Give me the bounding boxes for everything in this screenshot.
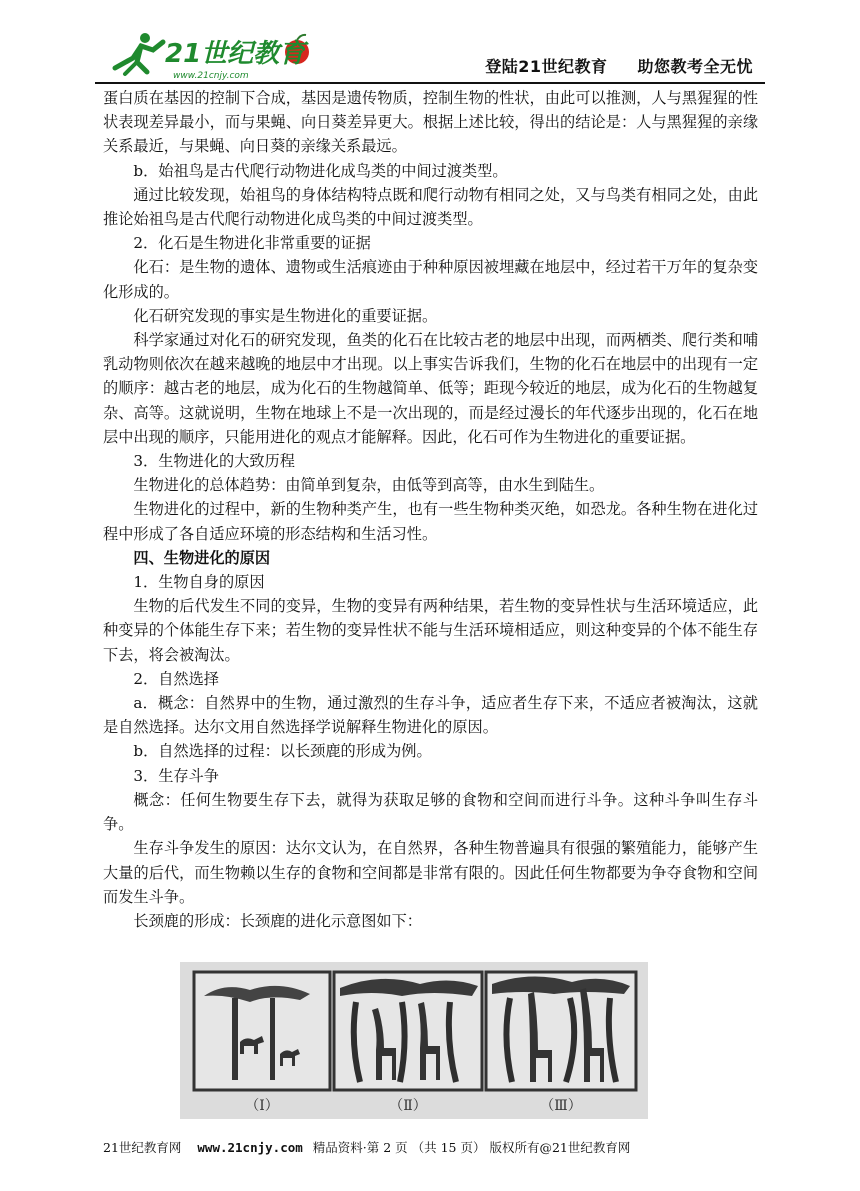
paragraph: 蛋白质在基因的控制下合成，基因是遗传物质，控制生物的性状，由此可以推测，人与黑猩猩的性状表现差异最小，而与果蝇、向日葵差异更大。根据上述比较，得出的结论是：人与黑猩猩的亲缘关系最近，与果蝇、向日葵的亲缘关系最远。 — [103, 89, 758, 156]
header-slogan — [485, 54, 753, 77]
paragraph: 生物的后代发生不同的变异，生物的变异有两种结果，若生物的变异性状与生活环境适应，此种变异的个体能生存下来；若生物的变异性状不能与生活环境相适应，则这种变异的个体不能生存下去，将会被淘汰。 — [103, 597, 758, 664]
slogan-login: 登陆21世纪教育 — [485, 57, 608, 76]
slogan-tagline: 助您教考全无忧 — [637, 57, 753, 76]
chapter-heading: 四、生物进化的原因 — [133, 548, 271, 567]
paragraph: 生物进化的总体趋势：由简单到复杂，由低等到高等，由水生到陆生。 — [133, 476, 605, 495]
paragraph: 化石：是生物的遗体、遗物或生活痕迹由于种种原因被埋藏在地层中，经过若干万年的复杂变化形成的。 — [103, 258, 758, 301]
paragraph: 生存斗争发生的原因：达尔文认为，在自然界，各种生物普遍具有很强的繁殖能力，能够产生大量的后代，而生物赖以生存的食物和空间都是非常有限的。因此任何生物都要为争夺食物和空间而发生斗争。 — [103, 839, 758, 906]
paragraph: 科学家通过对化石的研究发现，鱼类的化石在比较古老的地层中出现，而两栖类、爬行类和哺乳动物则依次在越来越晚的地层中才出现。以上事实告诉我们，生物的化石在地层中的出现有一定的顺序：越古老的地层，成为化石的生物越简单、低等；距现今较近的地层，成为化石的生物越复杂、高等。这就说明，生物在地球上不是一次出现的，而是经过漫长的年代逐步出现的，化石在地层中出现的顺序，只能用进化的观点才能解释。因此，化石可作为生物进化的重要证据。 — [103, 331, 758, 446]
page-footer — [103, 1138, 758, 1156]
paragraph: 通过比较发现，始祖鸟的身体结构特点既和爬行动物有相同之处，又与鸟类有相同之处，由此推论始祖鸟是古代爬行动物进化成鸟类的中间过渡类型。 — [103, 185, 758, 229]
panel-label-1: （Ⅰ） — [245, 1098, 279, 1114]
paragraph: b．自然选择的过程：以长颈鹿的形成为例。 — [133, 742, 432, 761]
section-heading: 3．生存斗争 — [133, 766, 219, 785]
header-divider — [95, 82, 765, 84]
logo-graphic — [107, 28, 317, 82]
section-heading: 1．生物自身的原因 — [133, 573, 265, 592]
section-heading: 2．自然选择 — [133, 669, 219, 688]
document-body — [103, 86, 758, 933]
paragraph: a．概念：自然界中的生物，通过激烈的生存斗争，适应者生存下来，不适应者被淘汰，这就是自然选择。达尔文用自然选择学说解释生物进化的原因。 — [103, 694, 758, 737]
figure-caption-intro: 长颈鹿的形成：长颈鹿的进化示意图如下： — [133, 911, 422, 930]
panel-label-2: （Ⅱ） — [389, 1098, 427, 1114]
svg-text:21世纪教育: 21世纪教育 — [165, 39, 306, 69]
footer-site-name: 21世纪教育网 — [103, 1140, 182, 1155]
paragraph: 生物进化的过程中，新的生物种类产生，也有一些生物种类灭绝，如恐龙。各种生物在进化过程中形成了各自适应环境的形态结构和生活习性。 — [103, 500, 758, 543]
figure-illustration — [180, 962, 648, 1119]
paragraph: 化石研究发现的事实是生物进化的重要证据。 — [133, 306, 438, 325]
panel-label-3: （Ⅲ） — [540, 1098, 582, 1114]
paragraph: b．始祖鸟是古代爬行动物进化成鸟类的中间过渡类型。 — [133, 161, 508, 180]
giraffe-evolution-figure — [180, 962, 648, 1119]
section-heading: 3．生物进化的大致历程 — [133, 452, 295, 471]
section-heading: 2．化石是生物进化非常重要的证据 — [133, 234, 371, 253]
footer-url-link[interactable]: www.21cnjy.com — [197, 1140, 303, 1155]
site-logo[interactable] — [107, 28, 317, 82]
svg-text:www.21cnjy.com: www.21cnjy.com — [173, 71, 249, 81]
footer-page-info: 精品资料·第 2 页 （共 15 页） 版权所有@21世纪教育网 — [312, 1140, 631, 1155]
page-header — [95, 24, 765, 82]
paragraph: 概念：任何生物要生存下去，就得为获取足够的食物和空间而进行斗争。这种斗争叫生存斗争。 — [103, 790, 758, 834]
